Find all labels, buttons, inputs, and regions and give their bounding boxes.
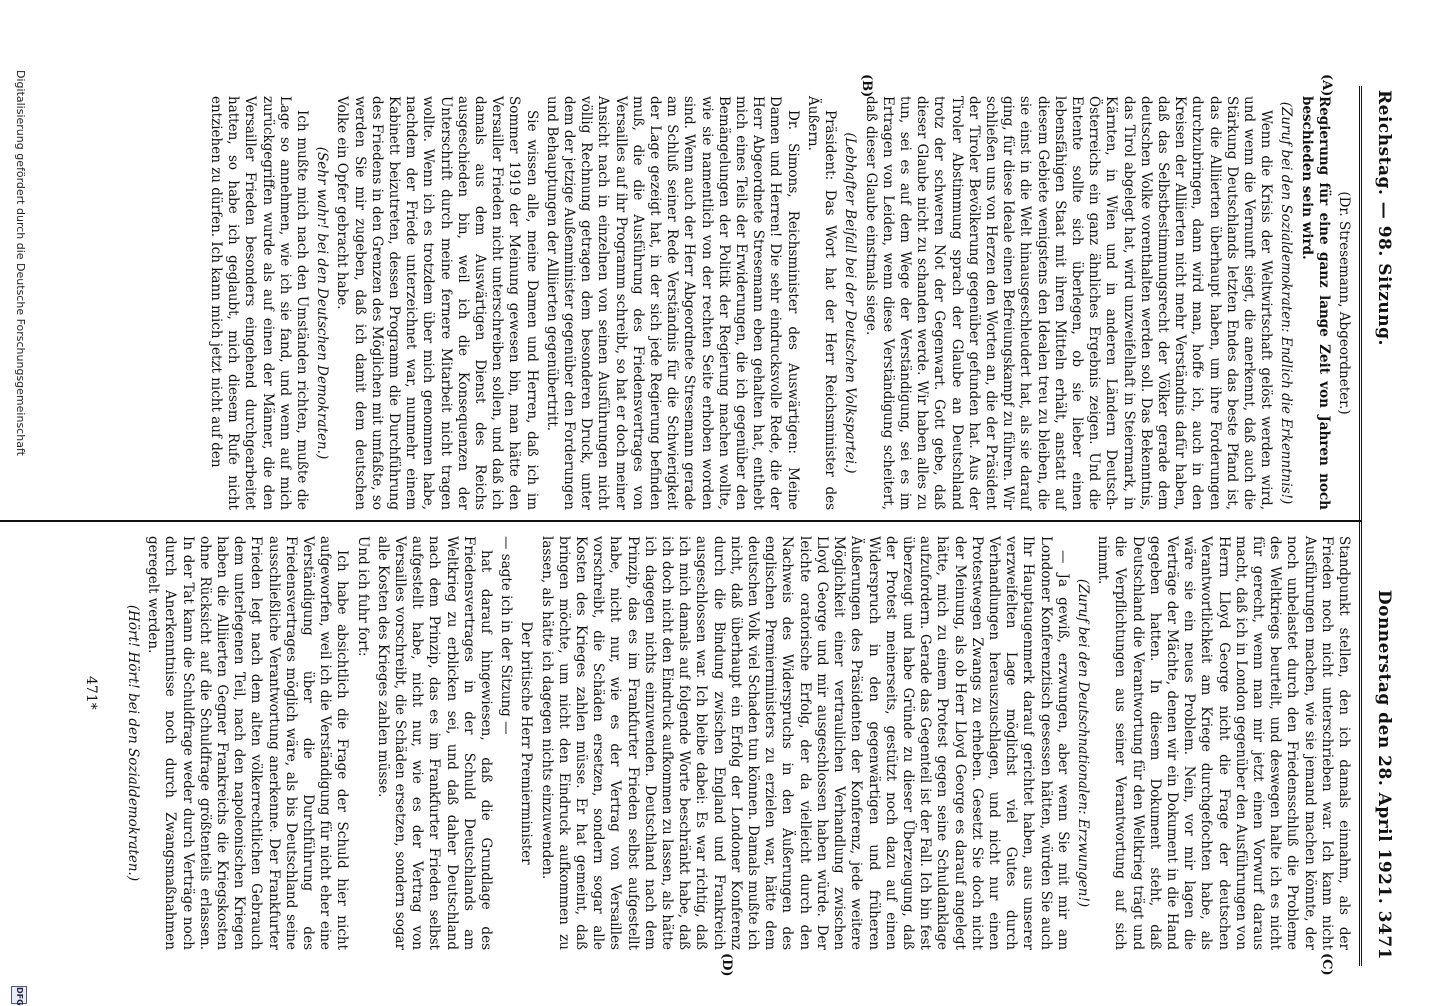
paragraph: Und ich fuhr fort: (354, 536, 371, 657)
paragraph: Sie wissen alle, meine Damen und Herren, daß ich im Sommer 1919 der Meinung gewesen bin, man hätte den Versailler Frieden nicht unterschreiben sollen, und daß ich damals aus dem Auswärtigen Dienst des Reichs ausgeschieden bin, weil ich die Konsequenzen der Unterschrift durch meine fernere Mitarbeit nicht tragen wollte. Wenn ich es trotzdem über mich genommen habe, nachdem der Friede unterzeichnet war, nunmehr einem Kabinett beizutreten, dessen Programm die Durchführung des Friedens in den Grenzen des Möglichen mit umfaßte, so werden Sie mir zugeben, daß ich damit dem deutschen Volke ein Opfer gebracht habe. (334, 96, 540, 510)
paragraph: Wenn die Krisis der Weltwirtschaft gelöst werden wird, und wenn die Vernunft siegt, die anerkennt, daß auch die Stärkung Deutschlands letzten Endes das beste Pfand ist, das die Alliierten überhaupt haben, um ihre Forderungen durchzubringen, dann wird man, hoffe ich, auch in den Kreisen der Alliierten nicht mehr Verständnis dafür haben, daß das Selbstbestimmungsrecht der Völker gerade dem deutschen Volke vorenthalten werden soll. Das Bekenntnis, das Tirol abgelegt hat, wird unzweifelhaft in Steiermark, in Kärnten, in Wien und in anderen Ländern Deutsch-Österreichs ein ganz ähnliches Ergebnis zeigen. Und die Entente sollte sich überlegen, ob sie lieber einen lebensfähigen Staat mit ihren Mitteln erhält, anstatt auf diesem Gebiete wenigstens den Idealen treu zu bleiben, die sie einst in die Welt hinausgeschleudert hat, als sie darauf ging, für diese Ideale einen Befreiungskampf zu führen. Wir schließen uns von Herzen den Worten an, die der Präsident der Tiroler Bevölkerung gegenüber gefunden hat. Aus der Tiroler Abstimmung sprach der Glaube an Deutschland trotz der schweren Not der Gegenwart. Gott gebe, daß dieser Glaube nicht zu schanden werde. Wir haben alles zu tun, sei es auf dem Wege der Verständigung, sei es im Ertragen von Leiden, wenn diese Verständigung scheitert, daß dieser Glaube einstmals siege. (862, 96, 1275, 510)
paragraph: hat darauf hingewiesen, daß die Grundlage des Friedensvertrages in der Schuld Deutschlands am Weltkrieg zu erblicken sei, und daß daher Deutschland nach dem Prinzip, das es im Frankfurter Frieden selbst aufgestellt habe, nicht nur, wie es der Vertrag von Versailles vorschreibt, die Schäden ersetzen, sondern sogar alle Kosten des Krieges zahlen müsse. (374, 536, 495, 950)
interjection: (Lebhafter Beifall bei der Deutschen Volkspartei.) (842, 132, 859, 474)
interjection: (Sehr wahr! bei den Deutschen Demokraten.) (314, 146, 331, 460)
quote-aside: — sagte ich in der Sitzung — (498, 536, 515, 735)
right-column (121, 536, 1352, 950)
margin-letter-d: (D) (719, 953, 734, 977)
margin-letter-c: (C) (1319, 953, 1334, 976)
paragraph: Ich mußte mich nach den Umständen richten, mußte die Lage so annehmen, wie ich sie fand, und wenn auf mich zurückgegriffen wurde als auf einen der Männer, die den Versailler Frieden besonders eingehend durchgearbeitet hatten, so habe ich geglaubt, mich diesem Rufe nicht entziehen zu dürfen. Ich kann mich jetzt nicht auf den (208, 96, 311, 510)
header-left: Reichstag. — 98. Sitzung. (1374, 90, 1394, 346)
header-rule (1359, 86, 1362, 966)
paragraph: Dr. Simons, Reichsminister des Auswärtigen: Meine Damen und Herren! Die sehr eindrucksvolle Rede, die der Herr Abgeordnete Stresemann eben gehalten hat, enthebt mich eines Teils der Erwiderungen, die ich gegenüber den Bemängelungen der Politik der Regierung machen wollte, wie sie namentlich von der rechten Seite erhoben worden sind. Wenn auch der Herr Abgeordnete Stresemann gerade am Schluß seiner Rede Verständnis für die Schwierigkeit der Lage gezeigt hat, in der sich jede Regierung befinden muß, die die Ausführung des Friedensvertrages von Versailles auf ihr Programm schreibt, so hat er doch meiner Ansicht nach in einzelnen von seinen Ausführungen nicht völlig Rechnung getragen dem besonderen Druck, unter dem der jetzige Außenminister gegenüber den Forderungen und Behauptungen der Alliierten gegenübertritt. (543, 96, 801, 510)
interjection: (Hört! Hört! bei den Sozialdemokraten.) (124, 604, 141, 882)
margin-letter-a: (A) (1319, 74, 1334, 97)
paragraph: Standpunkt stellen, den ich damals einnahm, als der Frieden noch nicht unterschrieben war. Ich kann nicht Ausführungen machen, wie sie jemand machen könnte, der noch unbelastet durch den Friedensschluß die Probleme des Weltkriegs beurteilt, und deswegen halte ich es nicht für gerecht, wenn man mir jetzt einen Vorwurf daraus macht, daß ich in London gegenüber den Ausführungen von Herrn Lloyd George nicht die Frage der deutschen Verantwortlichkeit am Kriege durchgefochten habe, als wäre sie ein neues Problem. Nein, vor mir lagen die Verträge der Mächte, denen wir ein Dokument in die Hand gegeben hatten. In diesem Dokument steht, daß Deutschland die Verantwortung für den Weltkrieg trägt und die Verpflichtungen aus seiner Verantwortung auf sich nimmt. (1095, 536, 1352, 950)
paragraph: Ich habe absichtlich die Frage der Schuld hier nicht aufgeworfen, weil ich die Verständigung für nicht eher eine Verständigung über die Durchführung des Friedensvertrages möglich wäre, als bis Deutschland seine ausschließliche Verantwortung anerkenne. Der Frankfurter Frieden legt nach dem alten völkerrechtlichen Gebrauch dem unterlegenen Teil, nach den napoleonischen Kriegen haben die Alliierten Gegner Frankreichs die Kriegskosten ohne Rücksicht auf die Schuldfrage größtenteils erlassen. In der Tat kann die Schuldfrage weder durch Verträge noch durch Anerkenntnisse noch durch Zwangsmaßnahmen geregelt werden. (145, 536, 351, 950)
left-column (204, 96, 1352, 510)
interjection: (Zuruf bei den Sozialdemokraten: Endlich die Erkenntnis!) (1278, 101, 1295, 505)
quote-intro: Der britische Herr Premierminister (518, 621, 535, 865)
paragraph: — Ja gewiß, erzwungen, aber wenn Sie mit mir am Londoner Konferenztisch gesessen hätten, würden Sie auch Ihr Hauptaugenmerk darauf gerichtet haben, aus unserer verzweifelten Lage möglichst viel Gutes durch Verhandlungen herauszuschlagen, und nicht nur einen Protestwegen Zwangs zu erheben. Gesetzt Sie doch nicht der Meinung, als ob Herr Lloyd George es darauf angelegt hätte, mich zu einem Protest gegen seine Schuldanklage aufzufordern. Gerade das Gegenteil ist der Fall. Ich bin fest überzeugt und habe Gründe zu dieser Überzeugung, daß der Protest meinerseits, gestützt noch dazu auf einen Widerspruch in den gegenwärtigen und früheren Äußerungen des Präsidenten der Konferenz, jede weitere Möglichkeit einer vertraulichen Verhandlung zwischen Lloyd George und mir ausgeschlossen haben würde. Der leichte oratorische Erfolg, der da vielleicht durch den Nachweis des Widerspruchs in den Äußerungen des englischen Premierministers zu erzielen war, hätte dem deutschen Volk viel Schaden tun können. Damals mußte ich nicht, daß überhaupt ein Erfolg der Londoner Konferenz durch die Bindung zwischen England und Frankreich ausgeschlossen war. Ich bleibe dabei: Es war richtig, daß ich mich damals auf folgende Worte beschränkt habe, daß ich doch nicht den Eindruck aufkommen zu lassen, als hätte ich dagegen nichts einzuwenden. Deutschland nach dem Prinzip, das es im Frankfurter Frieden selbst aufgestellt habe, nicht nur, wie es der Vertrag von Versailles vorschreibt, die Schäden ersetzen, sondern sogar alle Kosten des Krieges zahlen müsse. Er hat gemeint, daß bringen möchte, um nicht den Eindruck aufkommen zu lassen, als hätte ich dagegen nichts einzuwenden. (538, 536, 1071, 950)
interjection: (Zuruf bei den Deutschnationalen: Erzwungen!) (1074, 578, 1091, 908)
paragraph: Regierung für eine ganz lange Zeit von Jahren noch beschieden sein wird. (1298, 96, 1332, 510)
footer (7, 0, 29, 1006)
page-header (1360, 90, 1394, 960)
page-number: 471* (83, 676, 99, 710)
margin-letter-b: (B) (859, 74, 874, 98)
footer-credit: Digitalisierung gefördert durch die Deutsche Forschungsgemeinschaft (14, 70, 27, 456)
president-remark: Präsident: Das Wort hat der Herr Reichsminister des Äußern. (804, 96, 839, 510)
speaker-tag: (Dr. Stresemann, Abgeordneter.) (1336, 191, 1352, 415)
header-right: Donnerstag den 28. April 1921. 3471 (1374, 589, 1394, 960)
dfg-logo-icon: DFG (11, 986, 27, 1004)
column-divider (0, 520, 1362, 522)
